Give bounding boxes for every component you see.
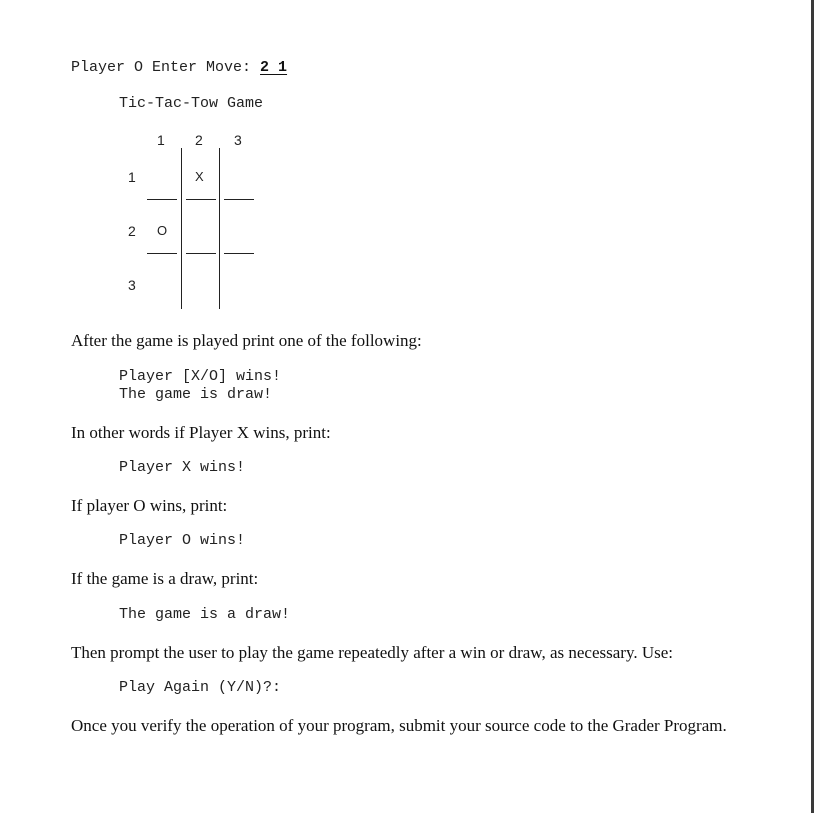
game-title: Tic-Tac-Tow Game bbox=[119, 95, 264, 112]
code-play-again: Play Again (Y/N)?: bbox=[119, 679, 282, 696]
board-col-label-3: 3 bbox=[234, 132, 242, 148]
paragraph-submit: Once you verify the operation of your program, submit your source code to the Grader Program. bbox=[71, 716, 727, 735]
paragraph-draw: If the game is a draw, print: bbox=[71, 569, 259, 588]
board-row-label-2: 2 bbox=[128, 223, 136, 239]
code-draw: The game is a draw! bbox=[119, 606, 291, 623]
move-prompt bbox=[71, 59, 287, 77]
board-hline-1a bbox=[147, 199, 177, 200]
paragraph-prompt-again: Then prompt the user to play the game repeatedly after a win or draw, as necessary. Use: bbox=[71, 643, 674, 662]
paragraph-player-o: If player O wins, print: bbox=[71, 496, 228, 515]
board-vline-1 bbox=[181, 148, 182, 309]
code-option-draw: The game is draw! bbox=[119, 386, 273, 403]
code-o-wins: Player O wins! bbox=[119, 532, 246, 549]
code-option-wins: Player [X/O] wins! bbox=[119, 368, 282, 385]
board-col-label-2: 2 bbox=[195, 132, 203, 148]
board-row-label-3: 3 bbox=[128, 277, 136, 293]
board-hline-2b bbox=[186, 253, 216, 254]
board-row-label-1: 1 bbox=[128, 169, 136, 185]
code-x-wins: Player X wins! bbox=[119, 459, 246, 476]
board-col-label-1: 1 bbox=[157, 132, 165, 148]
board-hline-2a bbox=[147, 253, 177, 254]
board-cell-1-2: X bbox=[195, 169, 204, 184]
board-hline-1b bbox=[186, 199, 216, 200]
move-input-value: 2 1 bbox=[260, 59, 288, 76]
paragraph-other-words: In other words if Player X wins, print: bbox=[71, 423, 331, 442]
move-prompt-label: Player O Enter Move: bbox=[71, 59, 261, 76]
board-cell-2-1: O bbox=[157, 223, 168, 238]
board-vline-2 bbox=[219, 148, 220, 309]
paragraph-after-game: After the game is played print one of the following: bbox=[71, 331, 422, 350]
board-hline-2c bbox=[224, 253, 254, 254]
board-hline-1c bbox=[224, 199, 254, 200]
